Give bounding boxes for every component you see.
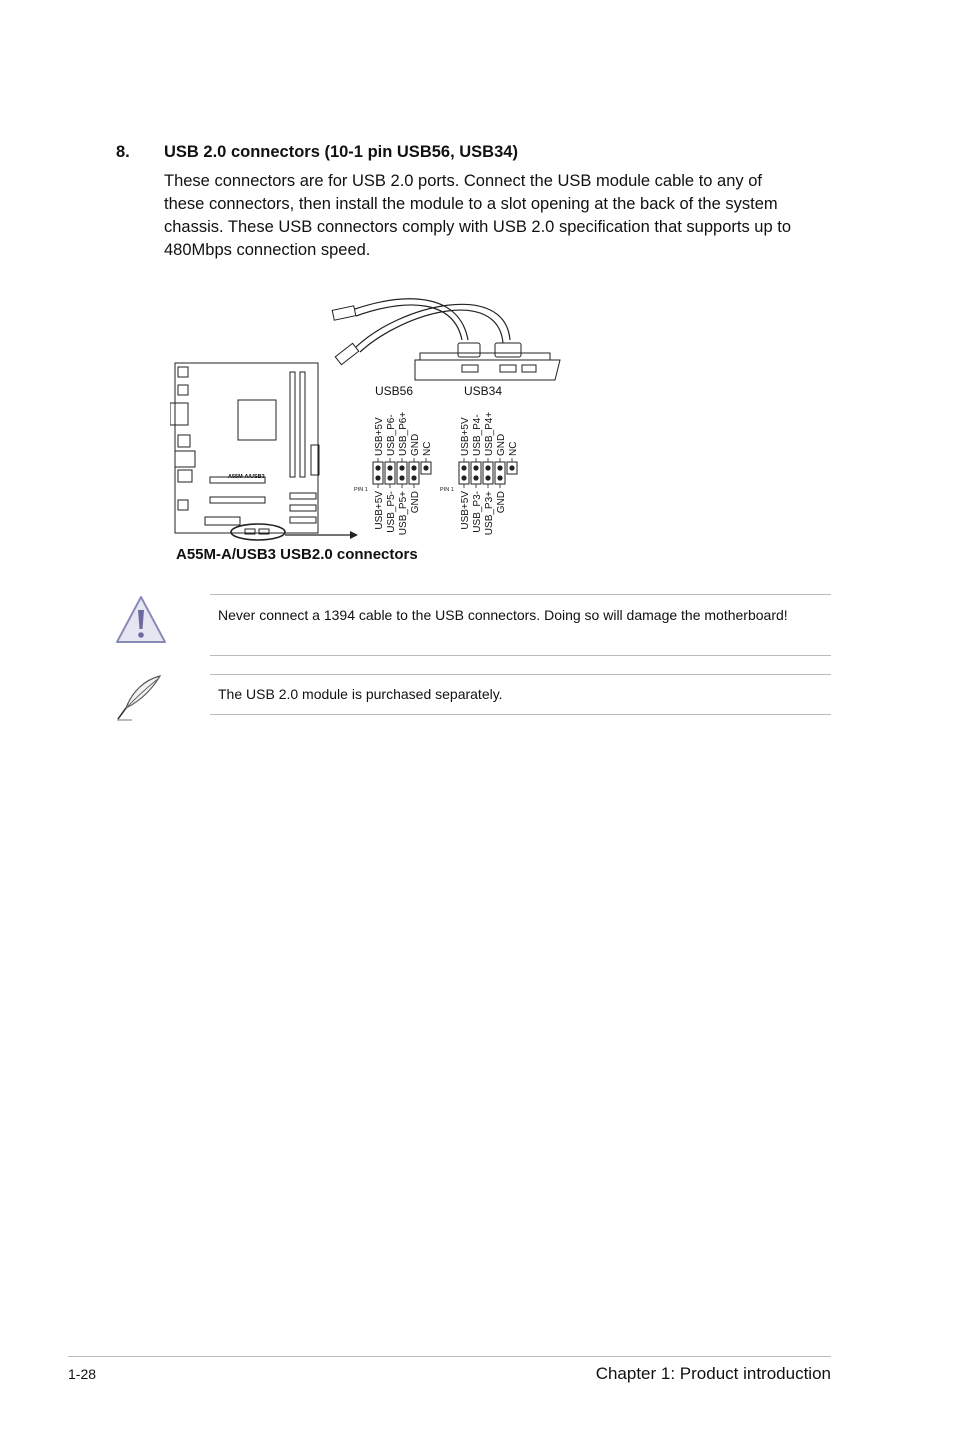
- usb34-top-pin-label: GND: [496, 433, 507, 456]
- bracket-drawing: [415, 343, 560, 380]
- chapter-title: Chapter 1: Product introduction: [595, 1364, 831, 1383]
- caution-notice: [210, 594, 831, 656]
- usb56-bottom-pin-label: USB+5V: [374, 491, 385, 530]
- pointer-arrowhead: [350, 531, 358, 539]
- usb34-header-name: USB34: [464, 384, 503, 398]
- usb34-pin1-label: PIN 1: [440, 487, 454, 493]
- usb56-header: [354, 384, 433, 535]
- usb-cable-drawing: [352, 299, 510, 352]
- connector-diagram: [170, 285, 570, 545]
- usb56-top-pin-label: NC: [422, 441, 433, 456]
- usb56-top-pin-label: USB_P6-: [386, 414, 397, 456]
- usb56-bottom-pin-label: GND: [410, 491, 421, 514]
- usb34-bottom-pin-label: USB+5V: [460, 491, 471, 530]
- usb34-top-pin-label: USB_P4+: [484, 411, 495, 456]
- section-title: USB 2.0 connectors (10-1 pin USB56, USB34): [164, 143, 518, 161]
- usb34-bottom-pin-label: USB_P3-: [472, 491, 483, 533]
- caution-triangle-icon: [114, 594, 168, 646]
- usb56-header-name: USB56: [375, 384, 414, 398]
- usb56-bottom-pin-label: USB_P5-: [386, 491, 397, 533]
- caution-text: Never connect a 1394 cable to the USB connectors. Doing so will damage the motherboard!: [218, 607, 788, 623]
- note-notice: [210, 674, 831, 715]
- usb56-pin1-label: PIN 1: [354, 487, 368, 493]
- usb34-bottom-pin-label: USB_P3+: [484, 491, 495, 536]
- usb56-top-pin-label: USB_P6+: [398, 411, 409, 456]
- description-line: these connectors, then install the module to a slot opening at the back of the system: [164, 195, 778, 213]
- note-text: The USB 2.0 module is purchased separately.: [218, 686, 503, 702]
- usb56-bottom-pin-label: USB_P5+: [398, 491, 409, 536]
- usb34-top-pin-label: NC: [508, 441, 519, 456]
- usb34-top-pin-label: USB+5V: [460, 417, 471, 456]
- usb34-header: [440, 384, 519, 535]
- usb-header-plug-drawing: [332, 306, 359, 365]
- usb-connector-figure: [170, 285, 570, 545]
- page-number: 1-28: [68, 1366, 97, 1382]
- usb34-bottom-pin-label: GND: [496, 491, 507, 514]
- usb56-top-pin-label: GND: [410, 433, 421, 456]
- description-line: These connectors are for USB 2.0 ports. Connect the USB module cable to any of: [164, 172, 762, 190]
- description-line: 480Mbps connection speed.: [164, 241, 371, 259]
- section-number: 8.: [116, 143, 130, 161]
- board-model-label: A55M-A/USB3: [228, 474, 265, 480]
- description-line: chassis. These USB connectors comply with USB 2.0 specification that supports up to: [164, 218, 791, 236]
- footer-divider: [68, 1356, 831, 1357]
- section-description: [164, 170, 844, 262]
- usb56-top-pin-label: USB+5V: [374, 417, 385, 456]
- motherboard-drawing: [170, 363, 319, 540]
- usb34-top-pin-label: USB_P4-: [472, 414, 483, 456]
- figure-caption: A55M-A/USB3 USB2.0 connectors: [176, 546, 418, 563]
- quill-pen-icon: [114, 674, 166, 722]
